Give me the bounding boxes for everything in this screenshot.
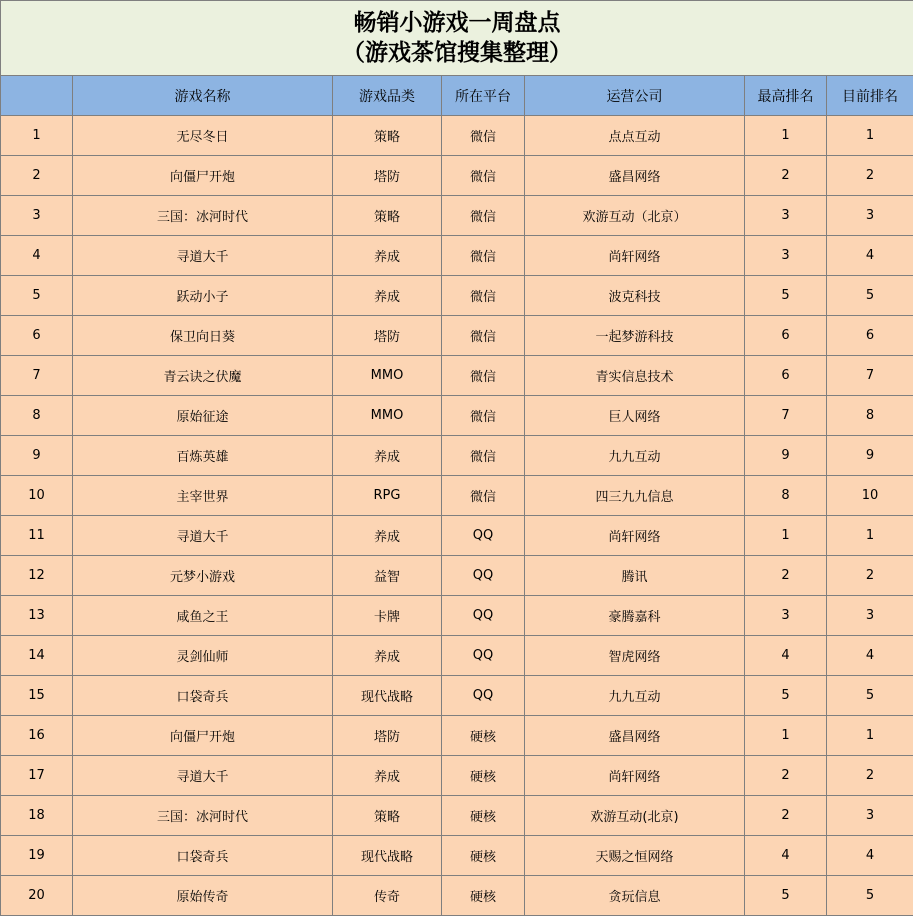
cell-current-rank[interactable]: 4 bbox=[827, 636, 913, 676]
table-row bbox=[1, 196, 913, 236]
cell-index[interactable]: 15 bbox=[1, 676, 73, 716]
cell-index[interactable]: 20 bbox=[1, 876, 73, 916]
table-row bbox=[1, 796, 913, 836]
cell-current-rank[interactable]: 2 bbox=[827, 556, 913, 596]
cell-operator[interactable]: 一起梦游科技 bbox=[525, 316, 745, 356]
cell-game-name[interactable]: 灵剑仙师 bbox=[73, 636, 333, 676]
cell-platform[interactable]: 微信 bbox=[442, 396, 525, 436]
table-row bbox=[1, 556, 913, 596]
cell-genre[interactable]: 现代战略 bbox=[333, 836, 442, 876]
cell-genre[interactable]: 现代战略 bbox=[333, 676, 442, 716]
title-row bbox=[1, 1, 913, 76]
cell-game-name[interactable]: 元梦小游戏 bbox=[73, 556, 333, 596]
cell-game-name[interactable]: 寻道大千 bbox=[73, 516, 333, 556]
cell-genre[interactable]: MMO bbox=[333, 396, 442, 436]
cell-game-name[interactable]: 百炼英雄 bbox=[73, 436, 333, 476]
cell-index[interactable]: 12 bbox=[1, 556, 73, 596]
cell-current-rank[interactable]: 4 bbox=[827, 236, 913, 276]
cell-genre[interactable]: 养成 bbox=[333, 436, 442, 476]
cell-operator[interactable]: 豪腾嘉科 bbox=[525, 596, 745, 636]
cell-game-name[interactable]: 跃动小子 bbox=[73, 276, 333, 316]
cell-current-rank[interactable]: 7 bbox=[827, 356, 913, 396]
cell-platform[interactable]: 硬核 bbox=[442, 836, 525, 876]
page-subtitle: （游戏茶馆搜集整理） bbox=[342, 39, 572, 66]
cell-current-rank[interactable]: 5 bbox=[827, 876, 913, 916]
cell-genre[interactable]: 养成 bbox=[333, 516, 442, 556]
cell-genre[interactable]: 塔防 bbox=[333, 716, 442, 756]
cell-current-rank[interactable]: 3 bbox=[827, 196, 913, 236]
cell-platform[interactable]: 硬核 bbox=[442, 876, 525, 916]
table-row bbox=[1, 836, 913, 876]
cell-game-name[interactable]: 咸鱼之王 bbox=[73, 596, 333, 636]
table-row bbox=[1, 476, 913, 516]
cell-platform[interactable]: 微信 bbox=[442, 276, 525, 316]
cell-genre[interactable]: 养成 bbox=[333, 236, 442, 276]
cell-best-rank[interactable]: 2 bbox=[745, 796, 827, 836]
cell-current-rank[interactable]: 6 bbox=[827, 316, 913, 356]
cell-index[interactable]: 8 bbox=[1, 396, 73, 436]
cell-game-name[interactable]: 向僵尸开炮 bbox=[73, 156, 333, 196]
header-row bbox=[1, 76, 913, 116]
cell-operator[interactable]: 尚轩网络 bbox=[525, 756, 745, 796]
table-row bbox=[1, 676, 913, 716]
cell-operator[interactable]: 贪玩信息 bbox=[525, 876, 745, 916]
cell-game-name[interactable]: 原始传奇 bbox=[73, 876, 333, 916]
table-row bbox=[1, 276, 913, 316]
cell-current-rank[interactable]: 2 bbox=[827, 156, 913, 196]
cell-best-rank[interactable]: 2 bbox=[745, 556, 827, 596]
cell-current-rank[interactable]: 1 bbox=[827, 516, 913, 556]
cell-current-rank[interactable]: 1 bbox=[827, 716, 913, 756]
cell-best-rank[interactable]: 3 bbox=[745, 236, 827, 276]
cell-game-name[interactable]: 原始征途 bbox=[73, 396, 333, 436]
table-row bbox=[1, 876, 913, 916]
table-row bbox=[1, 596, 913, 636]
cell-index[interactable]: 2 bbox=[1, 156, 73, 196]
cell-index[interactable]: 3 bbox=[1, 196, 73, 236]
cell-best-rank[interactable]: 1 bbox=[745, 716, 827, 756]
cell-game-name[interactable]: 寻道大千 bbox=[73, 236, 333, 276]
cell-index[interactable]: 13 bbox=[1, 596, 73, 636]
cell-index[interactable]: 18 bbox=[1, 796, 73, 836]
table-row bbox=[1, 396, 913, 436]
cell-current-rank[interactable]: 5 bbox=[827, 676, 913, 716]
cell-index[interactable]: 4 bbox=[1, 236, 73, 276]
cell-best-rank[interactable]: 4 bbox=[745, 836, 827, 876]
table-row bbox=[1, 236, 913, 276]
cell-index[interactable]: 1 bbox=[1, 116, 73, 156]
cell-platform[interactable]: QQ bbox=[442, 676, 525, 716]
cell-genre[interactable]: 养成 bbox=[333, 276, 442, 316]
cell-current-rank[interactable]: 9 bbox=[827, 436, 913, 476]
cell-best-rank[interactable]: 2 bbox=[745, 156, 827, 196]
cell-genre[interactable]: 策略 bbox=[333, 116, 442, 156]
table-row bbox=[1, 356, 913, 396]
cell-genre[interactable]: 策略 bbox=[333, 196, 442, 236]
cell-platform[interactable]: 微信 bbox=[442, 236, 525, 276]
table-row bbox=[1, 116, 913, 156]
header-operator[interactable]: 运营公司 bbox=[525, 76, 745, 116]
cell-game-name[interactable]: 口袋奇兵 bbox=[73, 676, 333, 716]
header-current-rank[interactable]: 目前排名 bbox=[827, 76, 913, 116]
cell-operator[interactable]: 巨人网络 bbox=[525, 396, 745, 436]
cell-best-rank[interactable]: 5 bbox=[745, 676, 827, 716]
cell-best-rank[interactable]: 6 bbox=[745, 316, 827, 356]
cell-index[interactable]: 9 bbox=[1, 436, 73, 476]
cell-platform[interactable]: 微信 bbox=[442, 316, 525, 356]
cell-genre[interactable]: 养成 bbox=[333, 756, 442, 796]
cell-genre[interactable]: 策略 bbox=[333, 796, 442, 836]
cell-operator[interactable]: 四三九九信息 bbox=[525, 476, 745, 516]
cell-best-rank[interactable]: 1 bbox=[745, 516, 827, 556]
header-index[interactable] bbox=[1, 76, 73, 116]
cell-current-rank[interactable]: 3 bbox=[827, 596, 913, 636]
table-row bbox=[1, 756, 913, 796]
cell-platform[interactable]: QQ bbox=[442, 516, 525, 556]
cell-current-rank[interactable]: 2 bbox=[827, 756, 913, 796]
cell-genre[interactable]: 塔防 bbox=[333, 156, 442, 196]
cell-current-rank[interactable]: 3 bbox=[827, 796, 913, 836]
cell-index[interactable]: 19 bbox=[1, 836, 73, 876]
cell-game-name[interactable]: 保卫向日葵 bbox=[73, 316, 333, 356]
header-best-rank[interactable]: 最高排名 bbox=[745, 76, 827, 116]
cell-game-name[interactable]: 主宰世界 bbox=[73, 476, 333, 516]
cell-game-name[interactable]: 向僵尸开炮 bbox=[73, 716, 333, 756]
header-game-name[interactable]: 游戏名称 bbox=[73, 76, 333, 116]
cell-platform[interactable]: 硬核 bbox=[442, 716, 525, 756]
cell-genre[interactable]: 塔防 bbox=[333, 316, 442, 356]
table-row bbox=[1, 516, 913, 556]
cell-platform[interactable]: QQ bbox=[442, 636, 525, 676]
cell-platform[interactable]: 硬核 bbox=[442, 796, 525, 836]
cell-index[interactable]: 7 bbox=[1, 356, 73, 396]
header-genre[interactable]: 游戏品类 bbox=[333, 76, 442, 116]
cell-game-name[interactable]: 青云诀之伏魔 bbox=[73, 356, 333, 396]
cell-platform[interactable]: 硬核 bbox=[442, 756, 525, 796]
cell-index[interactable]: 5 bbox=[1, 276, 73, 316]
cell-best-rank[interactable]: 1 bbox=[745, 116, 827, 156]
cell-platform[interactable]: 微信 bbox=[442, 116, 525, 156]
cell-best-rank[interactable]: 3 bbox=[745, 596, 827, 636]
cell-operator[interactable]: 青实信息技术 bbox=[525, 356, 745, 396]
cell-best-rank[interactable]: 4 bbox=[745, 636, 827, 676]
page-title: 畅销小游戏一周盘点 bbox=[353, 9, 561, 36]
cell-operator[interactable]: 腾讯 bbox=[525, 556, 745, 596]
table-row bbox=[1, 636, 913, 676]
table-row bbox=[1, 316, 913, 356]
cell-best-rank[interactable]: 8 bbox=[745, 476, 827, 516]
cell-current-rank[interactable]: 8 bbox=[827, 396, 913, 436]
cell-index[interactable]: 6 bbox=[1, 316, 73, 356]
cell-operator[interactable]: 智虎网络 bbox=[525, 636, 745, 676]
cell-genre[interactable]: 卡牌 bbox=[333, 596, 442, 636]
cell-genre[interactable]: 传奇 bbox=[333, 876, 442, 916]
cell-operator[interactable]: 波克科技 bbox=[525, 276, 745, 316]
cell-platform[interactable]: 微信 bbox=[442, 436, 525, 476]
cell-operator[interactable]: 欢游互动(北京) bbox=[525, 796, 745, 836]
cell-index[interactable]: 16 bbox=[1, 716, 73, 756]
cell-genre[interactable]: RPG bbox=[333, 476, 442, 516]
cell-operator[interactable]: 盛昌网络 bbox=[525, 156, 745, 196]
table-row bbox=[1, 716, 913, 756]
cell-game-name[interactable]: 三国：冰河时代 bbox=[73, 196, 333, 236]
cell-genre[interactable]: MMO bbox=[333, 356, 442, 396]
cell-operator[interactable]: 欢游互动（北京） bbox=[525, 196, 745, 236]
cell-current-rank[interactable]: 4 bbox=[827, 836, 913, 876]
cell-current-rank[interactable]: 10 bbox=[827, 476, 913, 516]
cell-index[interactable]: 11 bbox=[1, 516, 73, 556]
cell-operator[interactable]: 尚轩网络 bbox=[525, 516, 745, 556]
cell-index[interactable]: 10 bbox=[1, 476, 73, 516]
cell-platform[interactable]: 微信 bbox=[442, 476, 525, 516]
cell-game-name[interactable]: 寻道大千 bbox=[73, 756, 333, 796]
cell-index[interactable]: 14 bbox=[1, 636, 73, 676]
cell-operator[interactable]: 天赐之恒网络 bbox=[525, 836, 745, 876]
cell-genre[interactable]: 养成 bbox=[333, 636, 442, 676]
cell-operator[interactable]: 九九互动 bbox=[525, 436, 745, 476]
cell-platform[interactable]: 微信 bbox=[442, 356, 525, 396]
cell-game-name[interactable]: 三国：冰河时代 bbox=[73, 796, 333, 836]
cell-current-rank[interactable]: 1 bbox=[827, 116, 913, 156]
cell-platform[interactable]: QQ bbox=[442, 596, 525, 636]
cell-current-rank[interactable]: 5 bbox=[827, 276, 913, 316]
cell-best-rank[interactable]: 9 bbox=[745, 436, 827, 476]
cell-index[interactable]: 17 bbox=[1, 756, 73, 796]
cell-best-rank[interactable]: 3 bbox=[745, 196, 827, 236]
cell-platform[interactable]: QQ bbox=[442, 556, 525, 596]
cell-best-rank[interactable]: 6 bbox=[745, 356, 827, 396]
cell-operator[interactable]: 盛昌网络 bbox=[525, 716, 745, 756]
cell-best-rank[interactable]: 7 bbox=[745, 396, 827, 436]
cell-platform[interactable]: 微信 bbox=[442, 196, 525, 236]
table-row bbox=[1, 436, 913, 476]
title-cell[interactable] bbox=[1, 1, 913, 76]
cell-genre[interactable]: 益智 bbox=[333, 556, 442, 596]
cell-operator[interactable]: 尚轩网络 bbox=[525, 236, 745, 276]
cell-game-name[interactable]: 无尽冬日 bbox=[73, 116, 333, 156]
cell-operator[interactable]: 九九互动 bbox=[525, 676, 745, 716]
cell-game-name[interactable]: 口袋奇兵 bbox=[73, 836, 333, 876]
header-platform[interactable]: 所在平台 bbox=[442, 76, 525, 116]
cell-operator[interactable]: 点点互动 bbox=[525, 116, 745, 156]
cell-best-rank[interactable]: 5 bbox=[745, 876, 827, 916]
table-row bbox=[1, 156, 913, 196]
cell-best-rank[interactable]: 2 bbox=[745, 756, 827, 796]
cell-best-rank[interactable]: 5 bbox=[745, 276, 827, 316]
cell-platform[interactable]: 微信 bbox=[442, 156, 525, 196]
